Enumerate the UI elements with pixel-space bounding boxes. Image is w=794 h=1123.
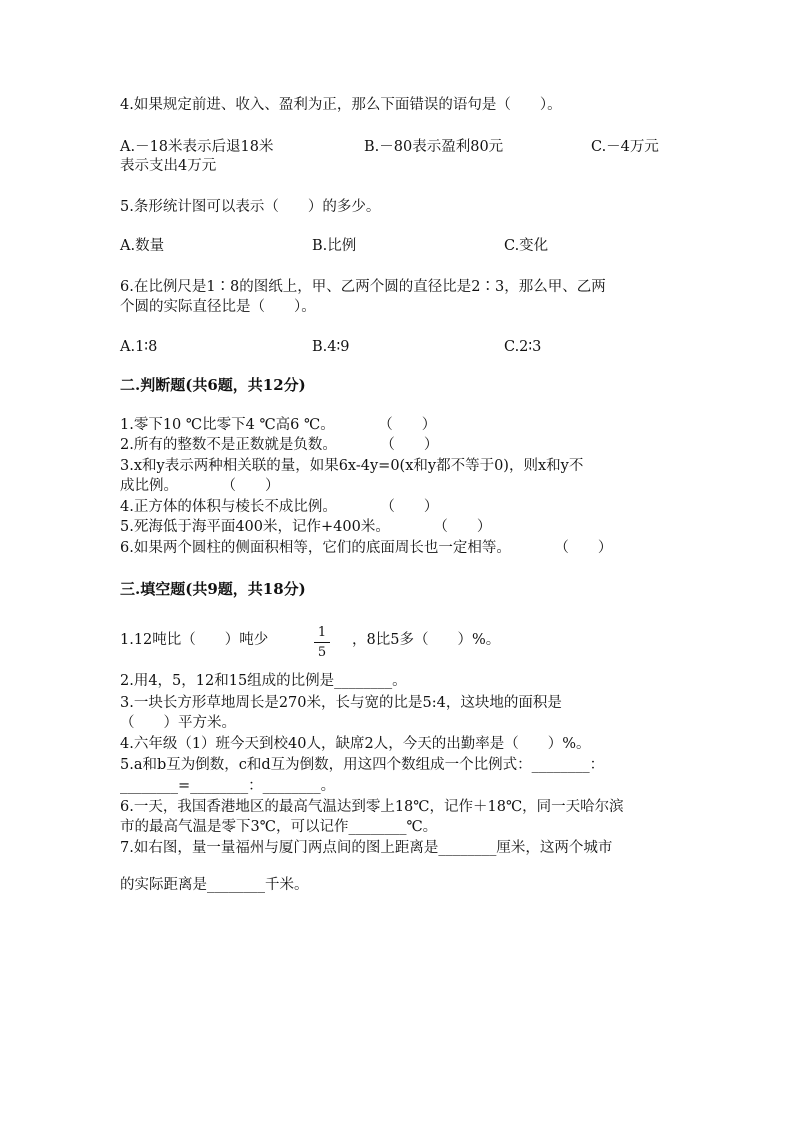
q4-option-c-continued: 表示支出4万元 [120, 158, 217, 174]
q5-option-a: A.数量 [120, 238, 165, 254]
judge-item-3-continued: 成比例。 （ ） [120, 478, 280, 494]
q6-option-b: B.4∶9 [312, 339, 350, 355]
question-4-stem: 4.如果规定前进、收入、盈利为正，那么下面错误的语句是（ ）。 [120, 97, 562, 113]
fraction-one-fifth [314, 625, 330, 660]
fill-item-3: 3.一块长方形草地周长是270米，长与宽的比是5:4，这块地的面积是 [120, 695, 562, 711]
q4-option-b: B.－80表示盈利80元 [364, 139, 504, 155]
question-6-stem-line2: 个圆的实际直径比是（ ）。 [120, 299, 316, 315]
section-3-title: 三.填空题(共9题，共18分) [120, 580, 306, 598]
fill-item-6-continued: 市的最高气温是零下3℃，可以记作________℃。 [120, 819, 438, 835]
q5-option-c: C.变化 [504, 238, 549, 254]
q6-option-a: A.1∶8 [120, 339, 158, 355]
q5-option-b: B.比例 [312, 238, 357, 254]
fill-item-2: 2.用4，5，12和15组成的比例是________。 [120, 673, 407, 689]
question-5-stem: 5.条形统计图可以表示（ ）的多少。 [120, 199, 381, 215]
question-6-stem-line1: 6.在比例尺是1∶8的图纸上，甲、乙两个圆的直径比是2∶3，那么甲、乙两 [120, 279, 606, 295]
judge-item-2: 2.所有的整数不是正数就是负数。 （ ） [120, 437, 439, 453]
q4-option-a: A.－18米表示后退18米 [120, 139, 274, 155]
fraction-bar [314, 642, 330, 643]
fill-item-7-continued: 的实际距离是________千米。 [120, 877, 309, 893]
fill-item-7: 7.如右图，量一量福州与厦门两点间的图上距离是________厘米，这两个城市 [120, 840, 613, 856]
judge-item-4: 4.正方体的体积与棱长不成比例。 （ ） [120, 499, 439, 515]
fill-item-6: 6.一天，我国香港地区的最高气温达到零上18℃，记作＋18℃，同一天哈尔滨 [120, 799, 624, 815]
fill-item-5: 5.a和b互为倒数，c和d互为倒数，用这四个数组成一个比例式：________： [120, 757, 605, 773]
fill-item-4: 4.六年级（1）班今天到校40人，缺席2人，今天的出勤率是（ ）%。 [120, 736, 591, 752]
fraction-numerator: 1 [317, 625, 327, 640]
q4-option-c: C.－4万元 [591, 139, 659, 155]
judge-item-5: 5.死海低于海平面400米，记作+400米。 （ ） [120, 519, 492, 535]
fraction-denominator: 5 [317, 645, 327, 660]
judge-item-1: 1.零下10 ℃比零下4 ℃高6 ℃。 （ ） [120, 417, 437, 433]
fill-item-1-after: ，8比5多（ ）%。 [352, 632, 501, 648]
fill-item-1-before: 1.12吨比（ ）吨少 [120, 632, 269, 648]
q6-option-c: C.2∶3 [504, 339, 542, 355]
judge-item-6: 6.如果两个圆柱的侧面积相等，它们的底面周长也一定相等。 （ ） [120, 540, 613, 556]
fill-item-3-continued: （ ）平方米。 [120, 715, 236, 731]
judge-item-3: 3.x和y表示两种相关联的量，如果6x-4y=0(x和y都不等于0)，则x和y不 [120, 458, 584, 474]
fill-item-5-continued: ________=________：________。 [120, 778, 336, 794]
section-2-title: 二.判断题(共6题，共12分) [120, 376, 306, 394]
